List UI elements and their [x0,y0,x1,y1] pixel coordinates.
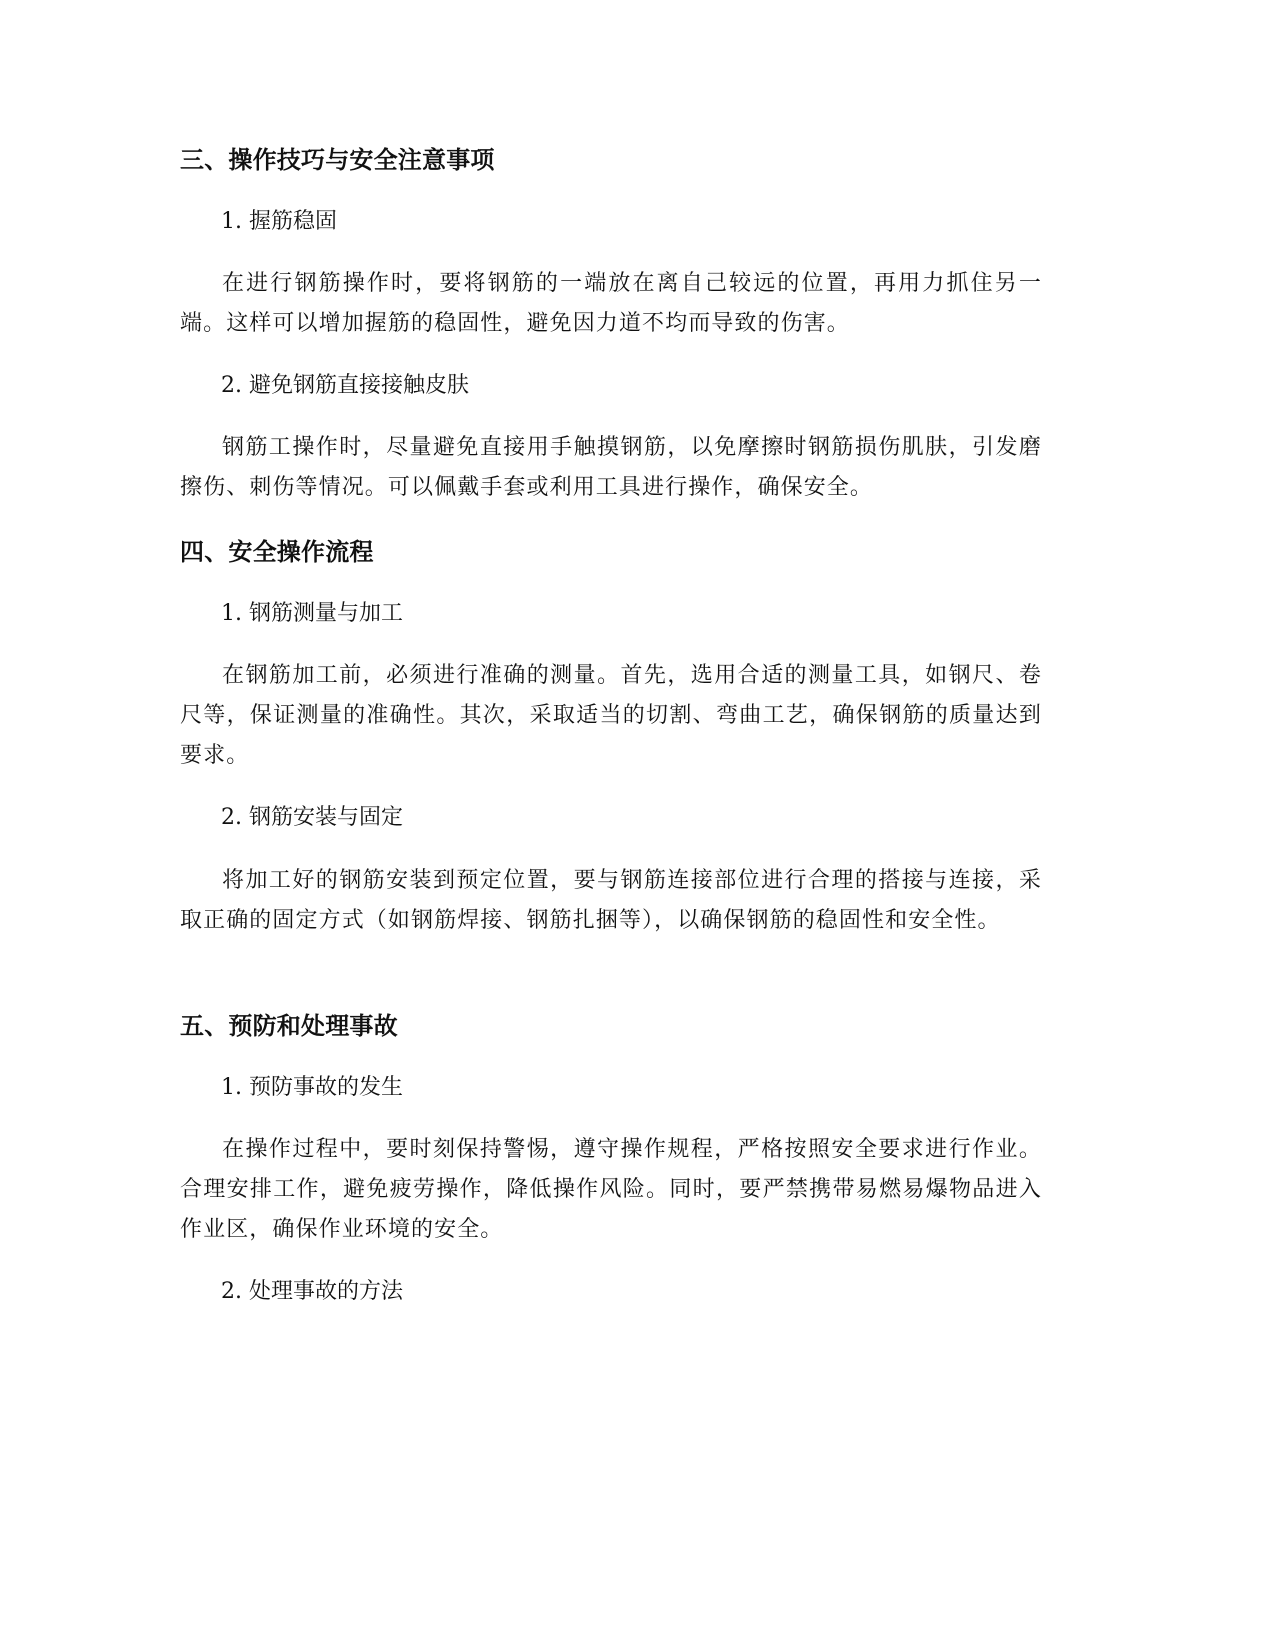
subsection-title: 1. 预防事故的发生 [221,1075,403,1100]
paragraph: 在操作过程中，要时刻保持警惕，遵守操作规程，严格按照安全要求进行作业。合理安排工作，避免疲劳操作，降低操作风险。同时，要严禁携带易燃易爆物品进入作业区，确保作业环境的安全。 [180,1137,1042,1242]
paragraph: 在进行钢筋操作时，要将钢筋的一端放在离自己较远的位置，再用力抓住另一端。这样可以增加握筋的稳固性，避免因力道不均而导致的伤害。 [180,271,1042,336]
subsection-title: 2. 避免钢筋直接接触皮肤 [221,373,469,398]
subsection-title: 1. 钢筋测量与加工 [221,601,403,626]
section-heading-5: 五、预防和处理事故 [180,1012,398,1040]
section-heading-4: 四、安全操作流程 [180,538,374,566]
paragraph: 钢筋工操作时，尽量避免直接用手触摸钢筋，以免摩擦时钢筋损伤肌肤，引发磨擦伤、刺伤等情况。可以佩戴手套或利用工具进行操作，确保安全。 [180,435,1042,500]
paragraph: 将加工好的钢筋安装到预定位置，要与钢筋连接部位进行合理的搭接与连接，采取正确的固定方式（如钢筋焊接、钢筋扎捆等），以确保钢筋的稳固性和安全性。 [180,868,1042,933]
paragraph: 在钢筋加工前，必须进行准确的测量。首先，选用合适的测量工具，如钢尺、卷尺等，保证测量的准确性。其次，采取适当的切割、弯曲工艺，确保钢筋的质量达到要求。 [180,663,1042,768]
subsection-title: 2. 钢筋安装与固定 [221,805,403,830]
subsection-title: 2. 处理事故的方法 [221,1279,403,1304]
subsection-title: 1. 握筋稳固 [221,209,337,234]
section-heading-3: 三、操作技巧与安全注意事项 [180,146,495,174]
